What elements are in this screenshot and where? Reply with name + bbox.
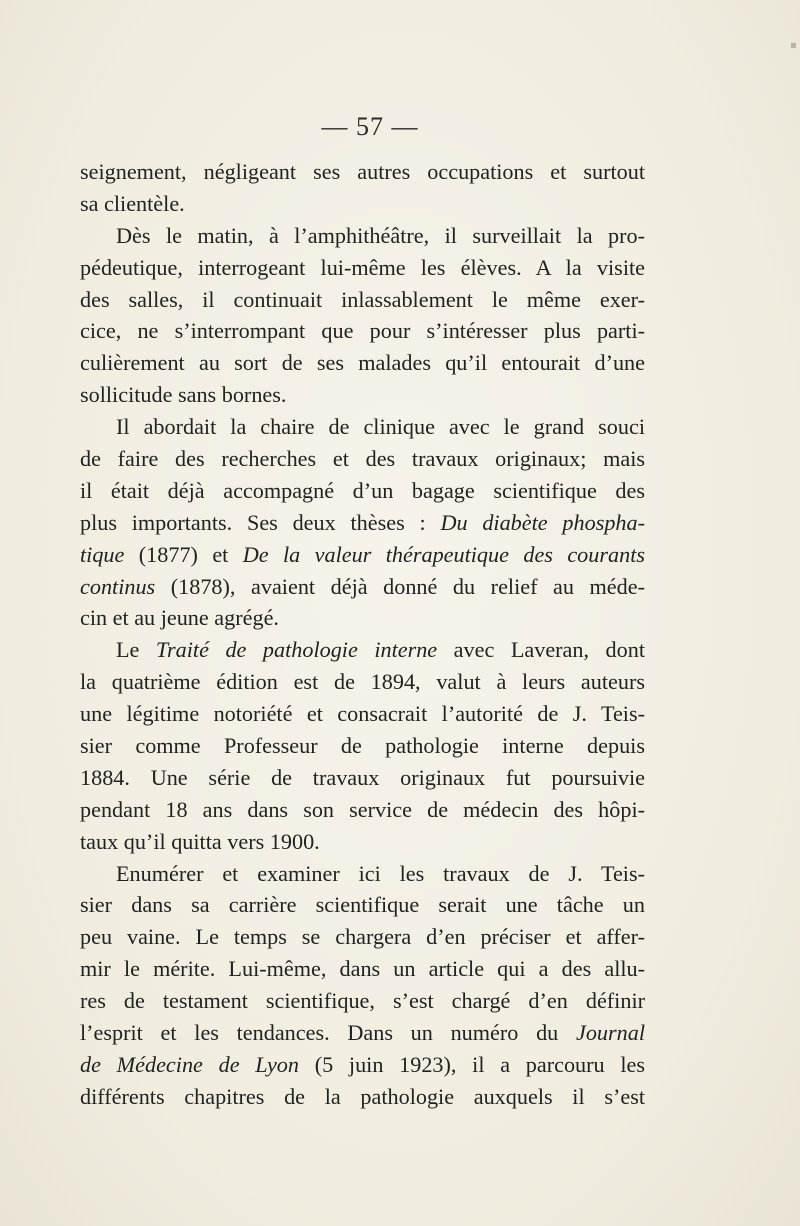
- text-line: [80, 826, 645, 858]
- text-segment: de faire des recherches et des travaux originaux; mais: [80, 446, 645, 472]
- text-segment: res de testament scientifique, s’est chargé d’en définir: [80, 988, 645, 1014]
- text-line: [80, 315, 645, 347]
- text-segment: cin et au jeune agrégé.: [80, 605, 279, 631]
- body-text: [80, 156, 645, 1113]
- text-segment: l’esprit et les tendances. Dans un numéro du: [80, 1020, 576, 1046]
- text-segment: il était déjà accompagné d’un bagage scientifique des: [80, 477, 645, 503]
- italic-title: Traité de pathologie interne: [155, 637, 438, 663]
- italic-title: continus: [80, 573, 156, 599]
- text-segment: cice, ne s’interrompant que pour s’intéresser plus parti-: [80, 318, 645, 344]
- text-segment: sa clientèle.: [80, 190, 185, 216]
- text-line: [80, 443, 645, 475]
- text-segment: des salles, il continuait inlassablement le même exer-: [80, 286, 645, 312]
- italic-title: Du diabète phospha-: [440, 509, 645, 535]
- text-line: [80, 698, 645, 730]
- text-segment: plus importants. Ses deux thèses :: [80, 509, 441, 535]
- text-segment: différents chapitres de la pathologie auxquels il s’est: [80, 1083, 645, 1109]
- text-segment: une légitime notoriété et consacrait l’autorité de J. Teis-: [80, 701, 645, 727]
- text-line: [80, 347, 645, 379]
- italic-title: de Médecine de Lyon: [80, 1051, 299, 1077]
- text-segment: seignement, négligeant ses autres occupations et surtout: [80, 159, 645, 184]
- text-line: [80, 794, 645, 826]
- text-line: [80, 1017, 645, 1049]
- text-line: [80, 953, 645, 985]
- italic-title: De la valeur thérapeutique des courants: [242, 541, 645, 567]
- text-line: [80, 156, 645, 188]
- text-line: [80, 539, 645, 571]
- text-line: [80, 188, 645, 220]
- text-segment: Il abordait la chaire de clinique avec le grand souci: [116, 414, 645, 440]
- text-line: [80, 921, 645, 953]
- text-segment: Dès le matin, à l’amphithéâtre, il surveillait la pro-: [116, 222, 645, 248]
- text-line: [80, 762, 645, 794]
- text-segment: culièrement au sort de ses malades qu’il entourait d’une: [80, 350, 645, 376]
- text-line: [80, 889, 645, 921]
- italic-title: Journal: [575, 1020, 645, 1046]
- text-segment: Enumérer et examiner ici les travaux de J. Teis-: [116, 860, 645, 886]
- text-segment: sier dans sa carrière scientifique serait une tâche un: [80, 892, 645, 918]
- text-segment: 1884. Une série de travaux originaux fut poursuivie: [80, 764, 645, 790]
- italic-title: tique: [80, 541, 125, 567]
- text-segment: pédeutique, interrogeant lui-même les élèves. A la visite: [80, 254, 645, 280]
- text-line: [80, 666, 645, 698]
- text-line: [80, 252, 645, 284]
- text-line: [80, 634, 645, 666]
- text-segment: la quatrième édition est de 1894, valut à leurs auteurs: [80, 669, 645, 695]
- text-segment: sollicitude sans bornes.: [80, 382, 287, 408]
- text-line: [80, 475, 645, 507]
- text-segment: mir le mérite. Lui-même, dans un article qui a des allu-: [80, 956, 645, 982]
- text-segment: avec Laveran, dont: [437, 637, 646, 663]
- text-line: [80, 602, 645, 634]
- text-line: [80, 411, 645, 443]
- text-segment: peu vaine. Le temps se chargera d’en préciser et affer-: [80, 924, 645, 950]
- text-line: [80, 507, 645, 539]
- text-segment: pendant 18 ans dans son service de médecin des hôpi-: [80, 796, 645, 822]
- text-line: [80, 220, 645, 252]
- text-line: [80, 571, 645, 603]
- text-segment: taux qu’il quitta vers 1900.: [80, 828, 320, 854]
- text-line: [80, 1081, 645, 1113]
- text-line: [80, 379, 645, 411]
- text-line: [80, 858, 645, 890]
- text-segment: Le: [116, 637, 156, 663]
- text-line: [80, 284, 645, 316]
- text-segment: (1878), avaient déjà donné du relief au méde-: [155, 573, 645, 599]
- text-segment: (1877) et: [124, 541, 243, 567]
- text-segment: (5 juin 1923), il a parcouru les: [298, 1051, 645, 1077]
- edge-mark: ▪: [790, 40, 797, 51]
- page-number: — 57 —: [321, 112, 419, 141]
- text-line: [80, 1049, 645, 1081]
- text-segment: sier comme Professeur de pathologie interne depuis: [80, 733, 645, 759]
- text-line: [80, 985, 645, 1017]
- text-line: [80, 730, 645, 762]
